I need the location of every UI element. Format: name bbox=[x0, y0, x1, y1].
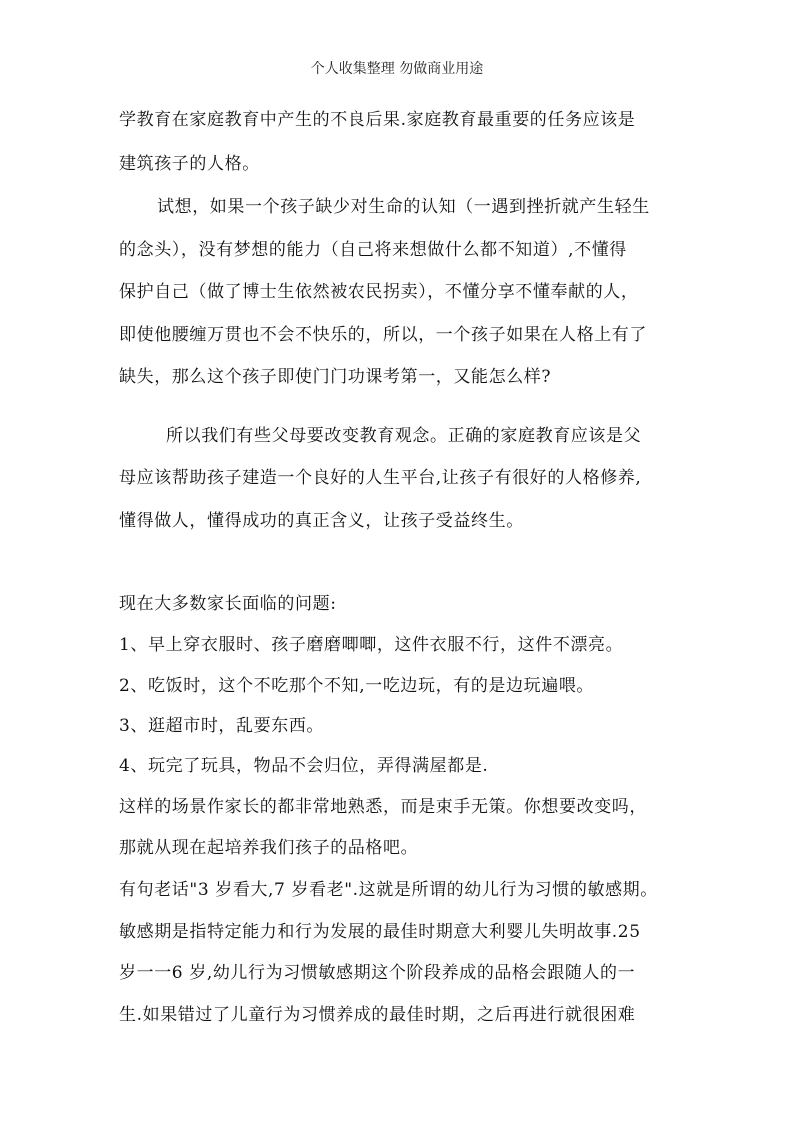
list-item: 3、逛超市时，乱要东西。 bbox=[119, 716, 325, 736]
page-header: 个人收集整理 勿做商业用途 bbox=[310, 61, 484, 77]
body-line: 即使他腰缠万贯也不会不快乐的，所以，一个孩子如果在人格上有了 bbox=[119, 325, 647, 345]
body-line: 学教育在家庭教育中产生的不良后果.家庭教育最重要的任务应该是 bbox=[119, 110, 636, 130]
list-item: 4、玩完了玩具，物品不会归位，弄得满屋都是. bbox=[119, 756, 489, 776]
body-line: 建筑孩子的人格。 bbox=[119, 154, 260, 174]
body-line: 缺失，那么这个孩子即使门门功课考第一，又能怎么样? bbox=[119, 367, 552, 387]
body-line: 母应该帮助孩子建造一个良好的人生平台,让孩子有很好的人格修养, bbox=[119, 468, 642, 488]
body-line: 懂得做人，懂得成功的真正含义，让孩子受益终生。 bbox=[119, 511, 524, 531]
body-line: 保护自己（做了博士生依然被农民拐卖），不懂分享不懂奉献的人， bbox=[119, 282, 639, 302]
list-item: 1、早上穿衣服时、孩子磨磨唧唧，这件衣服不行，这件不漂亮。 bbox=[119, 635, 624, 655]
body-line: 的念头），没有梦想的能力（自己将来想做什么都不知道）,不懂得 bbox=[119, 240, 627, 260]
body-line: 试想，如果一个孩子缺少对生命的认知（一遇到挫折就产生轻生 bbox=[157, 197, 650, 217]
body-line: 岁一一6 岁,幼儿行为习惯敏感期这个阶段养成的品格会跟随人的一 bbox=[119, 963, 636, 983]
body-line: 现在大多数家长面临的问题: bbox=[119, 594, 337, 614]
body-line: 那就从现在起培养我们孩子的品格吧。 bbox=[119, 838, 419, 858]
body-line: 敏感期是指特定能力和行为发展的最佳时期意大利婴儿失明故事.25 bbox=[119, 922, 641, 942]
body-line: 所以我们有些父母要改变教育观念。正确的家庭教育应该是父 bbox=[166, 426, 642, 446]
body-line: 有句老话"3 岁看大,7 岁看老".这就是所谓的幼儿行为习惯的敏感期。 bbox=[119, 880, 658, 900]
body-line: 这样的场景作家长的都非常地熟悉，而是束手无策。你想要改变吗， bbox=[119, 797, 647, 817]
list-item: 2、吃饭时，这个不吃那个不知,一吃边玩，有的是边玩遍喂。 bbox=[119, 676, 595, 696]
body-line: 生.如果错过了儿童行为习惯养成的最佳时期，之后再进行就很困难 bbox=[119, 1005, 636, 1025]
